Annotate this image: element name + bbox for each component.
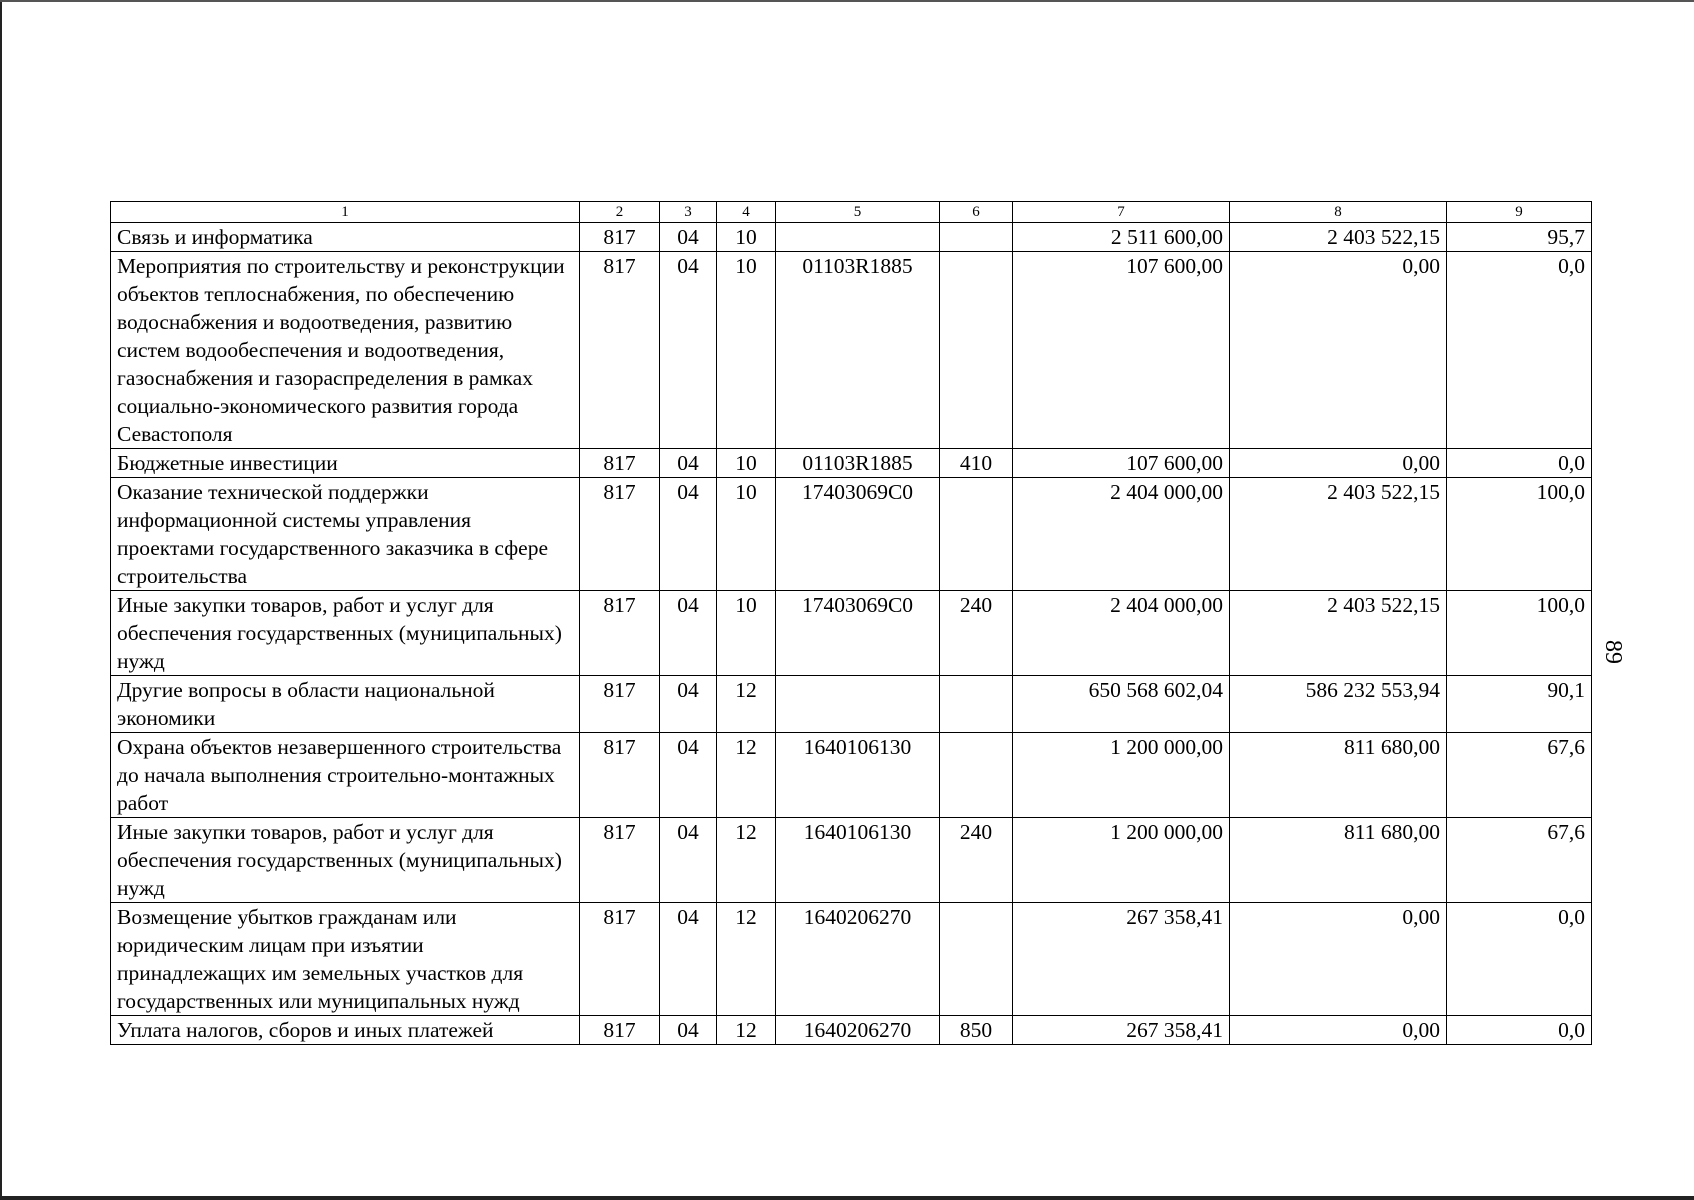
- planned-amount-cell: 107 600,00: [1013, 252, 1230, 449]
- scan-border-top: [0, 0, 1694, 2]
- executed-amount-cell: 0,00: [1230, 1016, 1447, 1045]
- ministry-code-cell: 817: [580, 1016, 660, 1045]
- expense-type-cell: [940, 733, 1013, 818]
- table-row: [111, 676, 1592, 733]
- row-name-cell: Иные закупки товаров, работ и услуг для обеспечения государственных (муниципальных) нужд: [111, 591, 580, 676]
- planned-amount-cell: 107 600,00: [1013, 449, 1230, 478]
- subsection-code-cell: 10: [717, 252, 776, 449]
- executed-amount-cell: 0,00: [1230, 903, 1447, 1016]
- planned-amount-cell: 2 511 600,00: [1013, 223, 1230, 252]
- target-item-cell: 1640206270: [776, 1016, 940, 1045]
- planned-amount-cell: 1 200 000,00: [1013, 818, 1230, 903]
- column-header-7: 7: [1013, 202, 1230, 223]
- row-name-cell: Охрана объектов незавершенного строительства до начала выполнения строительно-монтажных работ: [111, 733, 580, 818]
- execution-percent-cell: 0,0: [1447, 449, 1592, 478]
- planned-amount-cell: 2 404 000,00: [1013, 591, 1230, 676]
- expense-type-cell: [940, 903, 1013, 1016]
- table-body: [111, 223, 1592, 1045]
- table-row: [111, 1016, 1592, 1045]
- planned-amount-cell: 267 358,41: [1013, 903, 1230, 1016]
- row-name-cell: Иные закупки товаров, работ и услуг для обеспечения государственных (муниципальных) нужд: [111, 818, 580, 903]
- expense-type-cell: [940, 252, 1013, 449]
- target-item-cell: 01103R1885: [776, 449, 940, 478]
- column-header-4: 4: [717, 202, 776, 223]
- scan-border-bottom: [0, 1196, 1694, 1200]
- section-code-cell: 04: [660, 733, 717, 818]
- table-row: [111, 903, 1592, 1016]
- row-name-cell: Другие вопросы в области национальной экономики: [111, 676, 580, 733]
- column-header-3: 3: [660, 202, 717, 223]
- column-header-5: 5: [776, 202, 940, 223]
- executed-amount-cell: 0,00: [1230, 252, 1447, 449]
- row-name-cell: Уплата налогов, сборов и иных платежей: [111, 1016, 580, 1045]
- target-item-cell: [776, 676, 940, 733]
- subsection-code-cell: 12: [717, 818, 776, 903]
- column-header-2: 2: [580, 202, 660, 223]
- executed-amount-cell: 586 232 553,94: [1230, 676, 1447, 733]
- table-row: [111, 252, 1592, 449]
- subsection-code-cell: 12: [717, 903, 776, 1016]
- section-code-cell: 04: [660, 252, 717, 449]
- subsection-code-cell: 10: [717, 223, 776, 252]
- ministry-code-cell: 817: [580, 676, 660, 733]
- subsection-code-cell: 12: [717, 676, 776, 733]
- planned-amount-cell: 1 200 000,00: [1013, 733, 1230, 818]
- target-item-cell: 1640206270: [776, 903, 940, 1016]
- subsection-code-cell: 10: [717, 449, 776, 478]
- execution-percent-cell: 67,6: [1447, 818, 1592, 903]
- executed-amount-cell: 811 680,00: [1230, 818, 1447, 903]
- ministry-code-cell: 817: [580, 903, 660, 1016]
- subsection-code-cell: 10: [717, 478, 776, 591]
- column-header-1: 1: [111, 202, 580, 223]
- table-row: [111, 591, 1592, 676]
- target-item-cell: 1640106130: [776, 733, 940, 818]
- page-number: 89: [1600, 640, 1626, 664]
- expense-type-cell: 240: [940, 818, 1013, 903]
- ministry-code-cell: 817: [580, 818, 660, 903]
- target-item-cell: 17403069С0: [776, 478, 940, 591]
- target-item-cell: [776, 223, 940, 252]
- planned-amount-cell: 267 358,41: [1013, 1016, 1230, 1045]
- column-header-8: 8: [1230, 202, 1447, 223]
- execution-percent-cell: 0,0: [1447, 1016, 1592, 1045]
- planned-amount-cell: 2 404 000,00: [1013, 478, 1230, 591]
- expense-type-cell: 410: [940, 449, 1013, 478]
- expense-type-cell: [940, 676, 1013, 733]
- execution-percent-cell: 0,0: [1447, 252, 1592, 449]
- table-row: [111, 818, 1592, 903]
- budget-table: [110, 201, 1592, 1045]
- ministry-code-cell: 817: [580, 478, 660, 591]
- column-number-row: [111, 202, 1592, 223]
- row-name-cell: Бюджетные инвестиции: [111, 449, 580, 478]
- section-code-cell: 04: [660, 676, 717, 733]
- target-item-cell: 1640106130: [776, 818, 940, 903]
- planned-amount-cell: 650 568 602,04: [1013, 676, 1230, 733]
- section-code-cell: 04: [660, 818, 717, 903]
- ministry-code-cell: 817: [580, 449, 660, 478]
- executed-amount-cell: 2 403 522,15: [1230, 591, 1447, 676]
- row-name-cell: Оказание технической поддержки информационной системы управления проектами государственного заказчика в сфере строительства: [111, 478, 580, 591]
- execution-percent-cell: 90,1: [1447, 676, 1592, 733]
- column-header-6: 6: [940, 202, 1013, 223]
- subsection-code-cell: 12: [717, 733, 776, 818]
- executed-amount-cell: 2 403 522,15: [1230, 223, 1447, 252]
- expense-type-cell: 850: [940, 1016, 1013, 1045]
- target-item-cell: 17403069С0: [776, 591, 940, 676]
- execution-percent-cell: 100,0: [1447, 591, 1592, 676]
- expense-type-cell: [940, 478, 1013, 591]
- section-code-cell: 04: [660, 591, 717, 676]
- row-name-cell: Связь и информатика: [111, 223, 580, 252]
- table-header: [111, 202, 1592, 223]
- section-code-cell: 04: [660, 903, 717, 1016]
- table-row: [111, 449, 1592, 478]
- execution-percent-cell: 100,0: [1447, 478, 1592, 591]
- expense-type-cell: [940, 223, 1013, 252]
- section-code-cell: 04: [660, 449, 717, 478]
- executed-amount-cell: 811 680,00: [1230, 733, 1447, 818]
- scan-border-left: [0, 0, 2, 1200]
- execution-percent-cell: 95,7: [1447, 223, 1592, 252]
- table-row: [111, 478, 1592, 591]
- row-name-cell: Возмещение убытков гражданам или юридическим лицам при изъятии принадлежащих им земельных участков для государственных или муниципальных нужд: [111, 903, 580, 1016]
- target-item-cell: 01103R1885: [776, 252, 940, 449]
- executed-amount-cell: 0,00: [1230, 449, 1447, 478]
- execution-percent-cell: 67,6: [1447, 733, 1592, 818]
- section-code-cell: 04: [660, 223, 717, 252]
- expense-type-cell: 240: [940, 591, 1013, 676]
- subsection-code-cell: 12: [717, 1016, 776, 1045]
- executed-amount-cell: 2 403 522,15: [1230, 478, 1447, 591]
- table-row: [111, 223, 1592, 252]
- section-code-cell: 04: [660, 478, 717, 591]
- subsection-code-cell: 10: [717, 591, 776, 676]
- ministry-code-cell: 817: [580, 223, 660, 252]
- row-name-cell: Мероприятия по строительству и реконструкции объектов теплоснабжения, по обеспечению водоснабжения и водоотведения, развитию систем водообеспечения и водоотведения, газоснабжения и газораспределения в рамках социально-экономического развития города Севастополя: [111, 252, 580, 449]
- section-code-cell: 04: [660, 1016, 717, 1045]
- table-row: [111, 733, 1592, 818]
- column-header-9: 9: [1447, 202, 1592, 223]
- ministry-code-cell: 817: [580, 733, 660, 818]
- ministry-code-cell: 817: [580, 252, 660, 449]
- execution-percent-cell: 0,0: [1447, 903, 1592, 1016]
- ministry-code-cell: 817: [580, 591, 660, 676]
